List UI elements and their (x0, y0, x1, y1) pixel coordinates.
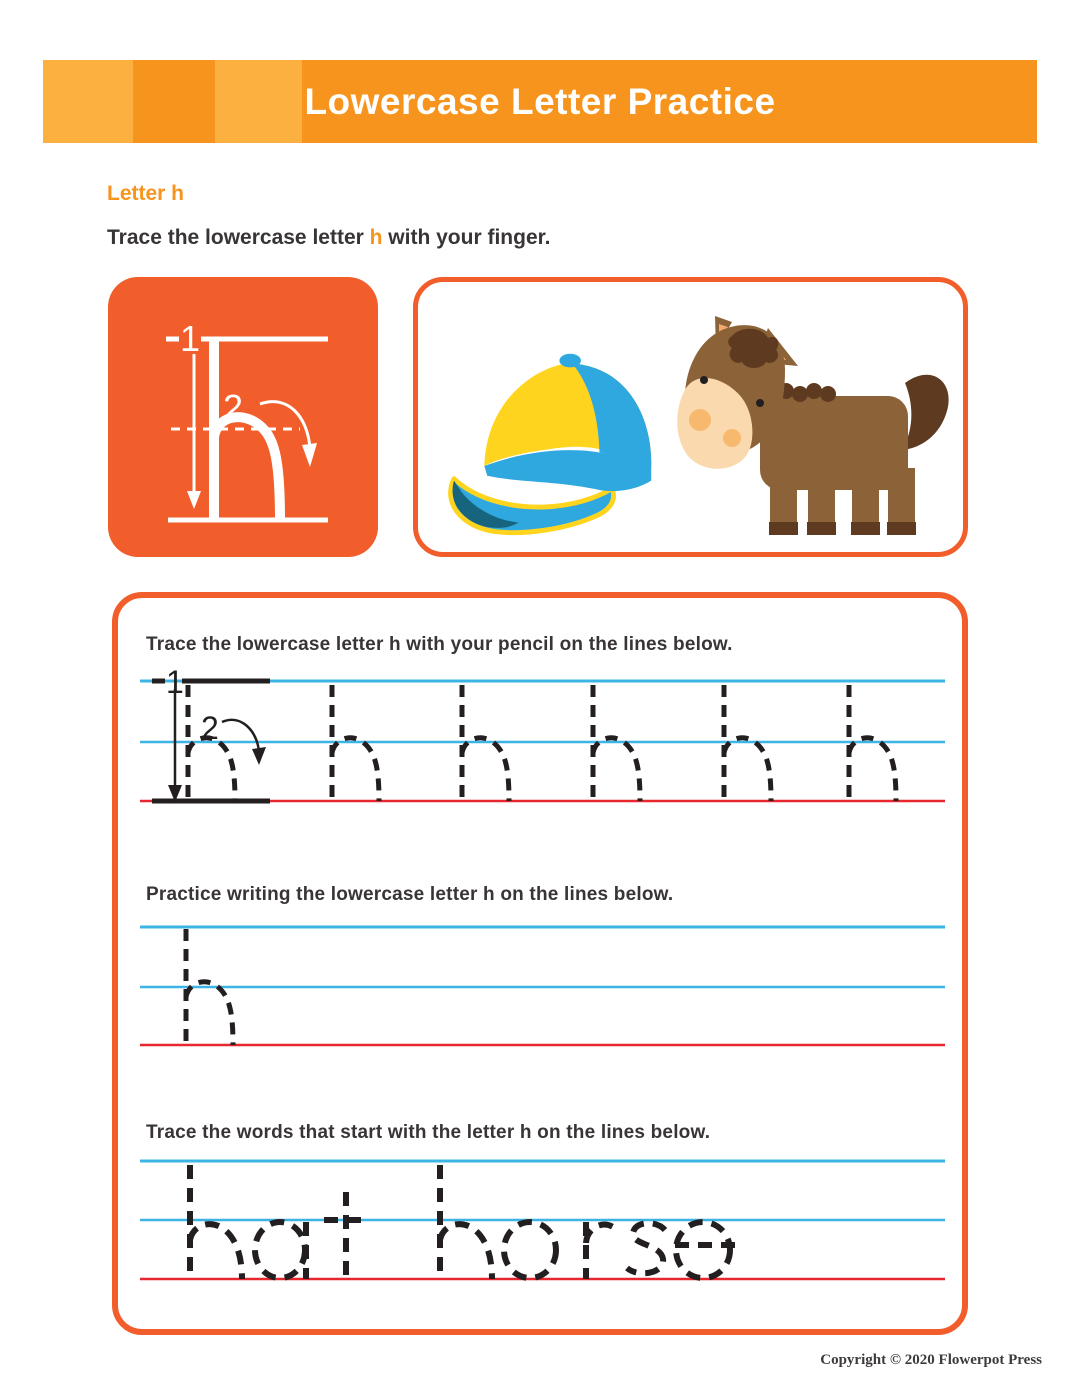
finger-trace-instruction (107, 226, 550, 250)
trace-step-2-label: 2 (201, 710, 219, 746)
trace-step-1-label: 1 (166, 664, 184, 700)
pencil-trace-heading: Trace the lowercase letter h with your pencil on the lines below. (146, 634, 733, 655)
handwriting-line-1 (118, 655, 962, 815)
page-title: Lowercase Letter Practice (304, 80, 776, 122)
handwriting-line-2 (118, 908, 962, 1058)
dashed-word-hat (190, 1165, 369, 1279)
instruction-suffix: with your finger. (382, 226, 551, 249)
picture-card (413, 277, 968, 557)
instruction-letter: h (369, 226, 383, 249)
trace-words-heading: Trace the words that start with the letter h on the lines below. (146, 1122, 711, 1143)
stroke-step-1-label: 1 (180, 318, 201, 359)
lesson-heading: Letter h (107, 182, 185, 205)
copyright-notice: Copyright © 2020 Flowerpot Press (820, 1352, 1042, 1368)
dashed-word-horse (440, 1165, 740, 1279)
cap-illustration (440, 344, 675, 549)
header-banner (43, 60, 1037, 143)
horse-illustration (670, 308, 965, 548)
letter-stroke-card (108, 277, 378, 557)
practice-box (112, 592, 968, 1335)
instruction-prefix: Trace the lowercase letter (107, 226, 370, 249)
practice-writing-heading: Practice writing the lowercase letter h on the lines below. (146, 884, 674, 905)
handwriting-line-3 (118, 1142, 962, 1297)
letter-h-stroke-diagram-icon (108, 277, 378, 557)
stroke-step-2-label: 2 (223, 387, 244, 428)
